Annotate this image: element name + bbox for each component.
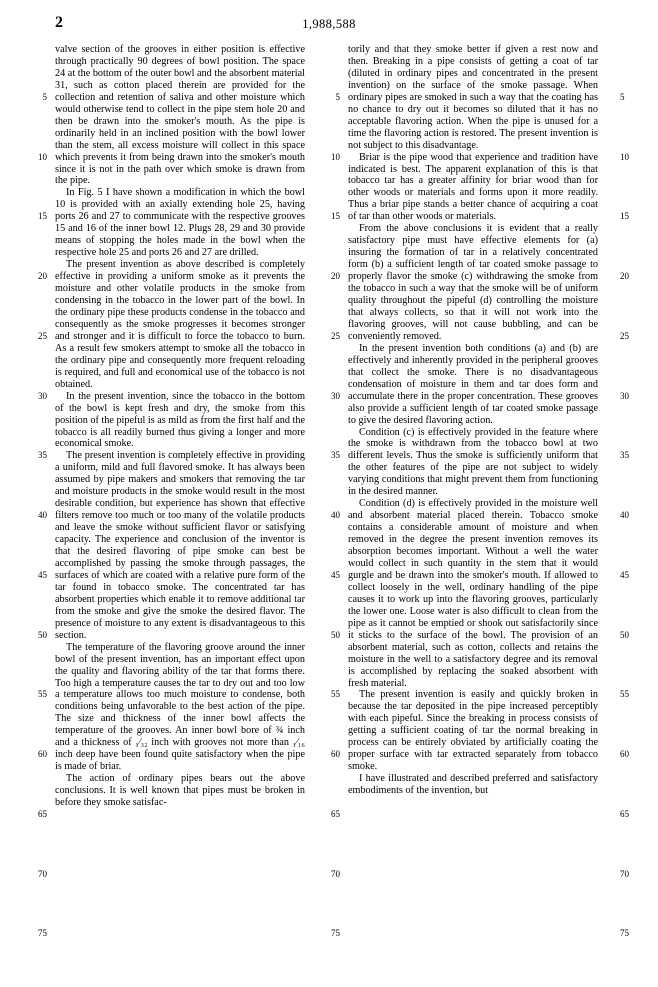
line-number: 70	[331, 868, 340, 879]
line-number: 10	[620, 151, 629, 162]
line-number: 45	[620, 569, 629, 580]
paragraph: Briar is the pipe wood that experience and tradition have indicated is best. The apparent explanation of this is that tobacco tar has a greater affinity for briar wood than for other woods or materials and forms upon it more readily. Thus a briar pipe stands a better chance of acquiring a coat of tar than other woods or materials.	[348, 151, 598, 223]
paragraph: In the present invention both conditions (a) and (b) are effectively and inherently provided in the peripheral grooves that collect the smoke. There is no disadvantageous condensation of moisture in them and tar does form and accumulate there in the proper concentration. These grooves also provide a sufficient length of tar coated smoke passage to give the desired flavoring action.	[348, 342, 598, 426]
line-number: 15	[331, 211, 340, 222]
line-number: 55	[620, 689, 629, 700]
line-number: 60	[620, 749, 629, 760]
line-number: 20	[38, 271, 47, 282]
line-number: 10	[38, 151, 47, 162]
page-number: 2	[55, 14, 63, 31]
line-number: 75	[38, 928, 47, 939]
paragraph: Condition (c) is effectively provided in the feature where the smoke is withdrawn from the tobacco bowl at two different levels. Thus the smoke is sufficiently uniform that the other features of the pipe are not subject to widely varying conditions that might prevent them from functioning in the desired manner.	[348, 426, 598, 498]
line-number: 40	[38, 510, 47, 521]
paragraph: In the present invention, since the tobacco in the bottom of the bowl is kept fresh and dry, the smoke from this position of the pipeful is as mild as from the first half and the tobacco is all readily burned thus giving a longer and more economical smoke.	[55, 390, 305, 450]
line-number: 30	[620, 390, 629, 401]
line-number: 75	[331, 928, 340, 939]
line-number: 40	[331, 510, 340, 521]
paragraph: In Fig. 5 I have shown a modification in which the bowl 10 is provided with an axially extending hole 25, having ports 26 and 27 to communicate with the respective grooves 15 and 16 of the inner bowl 12. Plugs 28, 29 and 30 provide means of stopping the holes made in the bowl when the respective hole 25 and ports 26 and 27 are drilled.	[55, 187, 305, 259]
line-number: 5	[620, 91, 625, 102]
line-number: 50	[620, 629, 629, 640]
line-number: 20	[620, 271, 629, 282]
line-number: 60	[331, 749, 340, 760]
line-number: 45	[38, 569, 47, 580]
line-number: 75	[620, 928, 629, 939]
line-number: 70	[620, 868, 629, 879]
line-number: 50	[38, 629, 47, 640]
line-number: 65	[331, 808, 340, 819]
line-number: 50	[331, 629, 340, 640]
line-number: 55	[331, 689, 340, 700]
line-number: 5	[42, 91, 47, 102]
paragraph: The temperature of the flavoring groove around the inner bowl of the present invention, has an important effect upon the quality and flavoring ability of the tar that forms there. Too high a temperature causes the tar to dry out and too low a temperature allows too much moisture to condense, both conditions being unfavorable to the best action of the pipe. The size and thickness of the inner bowl affects the temperature of the grooves. An inner bowl bore of ¾ inch and a thickness of ₁⁄₃₂ inch with grooves not more than ₁⁄₁₆ inch deep have been found quite satisfactory when the pipe is made of briar.	[55, 641, 305, 773]
text-columns	[0, 44, 658, 974]
line-number: 25	[331, 330, 340, 341]
column-left	[55, 44, 305, 809]
paragraph: Condition (d) is effectively provided in the moisture well and absorbent material placed therein. Tobacco smoke contains a considerable amount of moisture and when removed in the degree the present invention removes its absorption becomes important. Without a well the water would collect in such quantity in the stem that it would gurgle and be drawn into the smoker's mouth. If allowed to collect loosely in the well, ordinary handling of the pipe causes it to work up into the flavoring grooves, particularly the lower one. Loose water is also difficult to clean from the pipe as it cannot be emptied or shook out satisfactorily since it sticks to the surface of the bowl. The provision of an absorbent material, such as cotton, collects and retains the moisture in the well to a satisfactory degree and its removal is accomplished by replacing the soaked absorbent with fresh material.	[348, 498, 598, 689]
paragraph: The present invention as above described is completely effective in providing a uniform smoke as it prevents the moisture and other volatile products in the smoke from condensing in the tobacco in the lower part of the bowl. In the ordinary pipe these products condense in the tobacco and consequently as the smoke progresses it becomes stronger and stronger and it is difficult to force the tobacco to burn. As a result few smokers attempt to smoke all the tobacco in the ordinary pipe and consequently more frequent reloading is required, and full and economical use of the tobacco is not obtained.	[55, 259, 305, 390]
line-number: 25	[620, 330, 629, 341]
line-number: 40	[620, 510, 629, 521]
line-number: 35	[38, 450, 47, 461]
paragraph: The present invention is easily and quickly broken in because the tar deposited in the pipe increased perceptibly with each pipeful. Since the breaking in process consists of getting a sufficient coating of tar the normal breaking in process can be entirely obviated by artificially coating the proper surface with tar extracted separately from tobacco smoke.	[348, 689, 598, 773]
line-number: 15	[38, 211, 47, 222]
line-number: 55	[38, 689, 47, 700]
line-number: 65	[620, 808, 629, 819]
paragraph: The action of ordinary pipes bears out the above conclusions. It is well known that pipes must be broken in before they smoke satisfac-	[55, 773, 305, 809]
patent-number: 1,988,588	[302, 17, 356, 31]
page-header	[0, 14, 658, 36]
paragraph: torily and that they smoke better if given a rest now and then. Breaking in a pipe consists of getting a coat of tar (diluted in ordinary pipes and concentrated in the present invention) on the surface of the smoke passage. When ordinary pipes are smoked in such a way that the coating has no chance to dry out it becomes so diluted that it has no acceptable flavoring action. When the pipe is unused for a time the flavoring action is restored. The present invention is not subject to this disadvantage.	[348, 44, 598, 151]
paragraph: I have illustrated and described preferred and satisfactory embodiments of the invention, but	[348, 773, 598, 797]
line-number: 25	[38, 330, 47, 341]
line-number: 30	[331, 390, 340, 401]
line-number: 60	[38, 749, 47, 760]
paragraph: valve section of the grooves in either position is effective through practically 90 degrees of bowl position. The space 24 at the bottom of the outer bowl and the absorbent material 31, such as cotton placed therein are provided for the collection and retention of saliva and other moisture which would otherwise tend to collect in the pipe stem hole 20 and then be drawn into the smoker's mouth. As the pipe is ordinarily held in an inclined position with the bowl lower than the stem, all excess moisture will collect in this space which prevents it from being drawn into the smoker's mouth since it is not in the path over which smoke is drawn from the pipe.	[55, 44, 305, 187]
line-number: 30	[38, 390, 47, 401]
line-number: 45	[331, 569, 340, 580]
line-number: 35	[331, 450, 340, 461]
line-number: 65	[38, 808, 47, 819]
paragraph: From the above conclusions it is evident that a really satisfactory pipe must have effective elements for (a) insuring the formation of tar in a relatively concentrated form (b) a sufficient length of tar coated smoke passage to properly flavor the smoke (c) withdrawing the smoke from the tobacco in such a way that the smoke will be of uniform quality throughout the pipeful (d) controlling the moisture that always collects, so that it will not work into the flavoring grooves, will not cause bubbling, and can be conveniently removed.	[348, 223, 598, 342]
line-number: 15	[620, 211, 629, 222]
column-right	[348, 44, 598, 797]
paragraph: The present invention is completely effective in providing a uniform, mild and full flavored smoke. It has always been assumed by pipe makers and smokers that removing the tar and moisture products in the smoke would result in the most desirable condition, but experience has shown that effective filters remove too much or too many of the volatile products and leave the smoke without sufficient flavor or satisfying capacity. The experience and conclusion of the inventor is that the desired flavoring of pipe smoke can best be accomplished by passing the smoke through passages, the surfaces of which are coated with a relative pure form of the tar found in tobacco smoke. The concentrated tar has absorbent properties which enable it to remove additional tar from the smoke and give the smoke the desired flavor. The presence of moisture to any extent is disadvantageous to this section.	[55, 450, 305, 641]
line-number: 5	[335, 91, 340, 102]
line-number: 10	[331, 151, 340, 162]
line-number: 20	[331, 271, 340, 282]
line-number: 35	[620, 450, 629, 461]
line-number: 70	[38, 868, 47, 879]
